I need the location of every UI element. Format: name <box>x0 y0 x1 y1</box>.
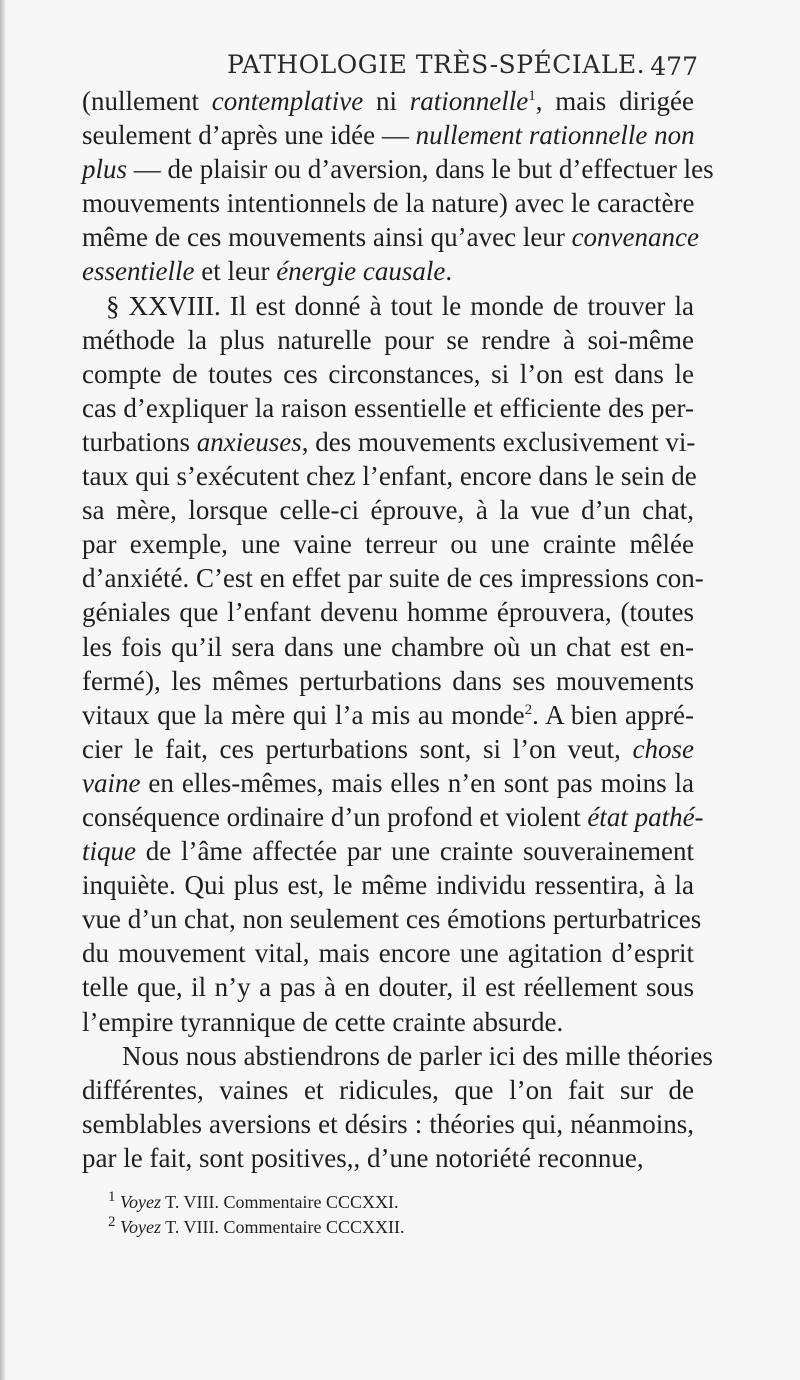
text-run: même de ces mouvements ainsi qu’avec leur <box>82 222 572 253</box>
page-header <box>82 44 698 84</box>
page-gutter-shadow <box>0 0 6 1380</box>
text-run: par le fait, sont positives,, d’une notoriété reconnue, <box>82 1142 644 1173</box>
text-run: telle que, il n’y a pas à en douter, il est réellement sous <box>82 972 694 1003</box>
text-run: § XXVIII. Il est donné à tout le monde de trouver la <box>106 290 694 321</box>
text-run: l’empire tyrannique de cette crainte absurde. <box>82 1006 564 1037</box>
text-line <box>82 630 694 664</box>
text-line <box>82 357 694 391</box>
text-run: méthode la plus naturelle pour se rendre à soi-même <box>82 324 694 355</box>
text-run: Nous nous abstiendrons de parler ici des mille théories <box>122 1040 713 1071</box>
text-line <box>82 936 694 970</box>
text-line <box>82 493 694 527</box>
text-run: — de plaisir ou d’aversion, dans le but d’effectuer les <box>127 154 714 185</box>
italic-run: plus <box>82 154 128 185</box>
text-line <box>82 323 694 357</box>
footnote-ref: Voyez <box>120 1192 161 1212</box>
italic-run: convenance <box>571 222 699 253</box>
italic-run: anxieuses <box>196 426 302 457</box>
text-line <box>82 152 714 186</box>
text-line <box>82 1141 694 1175</box>
text-line <box>82 527 694 561</box>
text-line <box>82 664 694 698</box>
text-run: (nullement <box>82 86 212 116</box>
text-line <box>82 834 694 868</box>
text-run: les fois qu’il sera dans une chambre où un chat est en- <box>82 631 694 662</box>
text-line <box>82 459 697 493</box>
text-line <box>82 391 694 425</box>
text-run: taux qui s’exécutent chez l’enfant, encore dans le sein de <box>82 461 697 492</box>
text-line <box>82 1005 694 1039</box>
footnote-number: 2 <box>108 1214 116 1230</box>
italic-run: rationnelle <box>409 86 529 116</box>
text-run: cier le fait, ces perturbations sont, si l’on veut, <box>82 733 633 764</box>
italic-run: nullement rationnelle non <box>415 120 695 151</box>
text-run: conséquence ordinaire d’un profond et violent <box>82 801 588 832</box>
footnote-text: T. VIII. Commentaire CCCXXI. <box>160 1192 399 1212</box>
text-run: compte de toutes ces circonstances, si l’on est dans le <box>82 358 694 389</box>
text-line <box>82 732 694 766</box>
italic-run: essentielle <box>82 256 195 287</box>
text-run: mouvements intentionnels de la nature) avec le caractère <box>82 188 695 219</box>
text-line <box>82 800 704 834</box>
text-run: par exemple, une vaine terreur ou une crainte mêlée <box>82 529 694 560</box>
text-line <box>82 1039 713 1073</box>
text-run: vitaux que la mère qui l’a mis au monde <box>82 699 525 730</box>
text-line <box>82 84 694 118</box>
footnote-number: 1 <box>108 1189 116 1205</box>
text-run: inquiète. Qui plus est, le même individu ressentira, à la <box>82 870 694 901</box>
italic-run: vaine <box>82 767 141 798</box>
text-run: sa mère, lorsque celle-ci éprouve, à la vue d’un chat, <box>82 495 694 526</box>
footnote-ref: Voyez <box>120 1217 161 1237</box>
text-run: fermé), les mêmes perturbations dans ses mouvements <box>82 665 694 696</box>
text-run: cas d’expliquer la raison essentielle et efficiente des per- <box>82 392 694 423</box>
italic-run: contemplative <box>211 86 364 116</box>
text-run: turbations <box>82 426 197 457</box>
text-run: de l’âme affectée par une crainte souverainement <box>136 836 694 867</box>
text-run: seulement d’après une idée — <box>82 120 416 151</box>
text-run: du mouvement vital, mais encore une agitation d’esprit <box>82 938 694 969</box>
text-run: et leur <box>194 256 277 287</box>
page-number: 477 <box>650 52 698 81</box>
text-line <box>82 595 694 629</box>
footnote-text: T. VIII. Commentaire CCCXXII. <box>160 1217 405 1237</box>
text-line <box>82 1107 694 1141</box>
footnote <box>108 1190 668 1215</box>
text-line <box>82 254 694 288</box>
text-run: , mais dirigée <box>535 86 694 116</box>
text-run: , des mouvements exclusivement vi- <box>301 426 696 457</box>
text-line <box>82 186 694 220</box>
text-line <box>82 902 702 936</box>
text-run: d’anxiété. C’est en effet par suite de ces impressions con- <box>82 563 704 594</box>
italic-run: état pathé- <box>587 801 704 832</box>
italic-run: énergie causale <box>276 256 446 287</box>
text-run: différentes, vaines et ridicules, que l’on fait sur de <box>82 1074 694 1105</box>
text-line <box>82 425 694 459</box>
text-line <box>82 698 694 732</box>
text-run: vue d’un chat, non seulement ces émotions perturbatrices <box>82 904 702 935</box>
text-run: . <box>445 256 453 287</box>
text-line <box>82 868 694 902</box>
footnote-marker: 2 <box>524 701 533 718</box>
italic-run: chose <box>632 733 694 764</box>
text-line <box>82 561 704 595</box>
text-line <box>82 289 694 323</box>
running-title: PATHOLOGIE TRÈS-SPÉCIALE. <box>227 50 646 79</box>
text-line <box>82 1073 694 1107</box>
text-run: ni <box>363 86 410 116</box>
text-line <box>82 118 694 152</box>
footnote-marker: 1 <box>528 88 536 104</box>
footnote <box>108 1215 668 1240</box>
text-run: semblables aversions et désirs : théories qui, néanmoins, <box>82 1108 694 1139</box>
text-run: géniales que l’enfant devenu homme éprouvera, (toutes <box>82 597 694 628</box>
body-text <box>82 84 714 1175</box>
text-line <box>82 220 699 254</box>
footnotes <box>108 1190 668 1240</box>
text-run: . A bien appré- <box>532 699 694 730</box>
italic-run: tique <box>82 836 136 867</box>
text-line <box>82 766 694 800</box>
text-line <box>82 970 694 1004</box>
text-run: en elles-mêmes, mais elles n’en sont pas moins la <box>140 767 694 798</box>
